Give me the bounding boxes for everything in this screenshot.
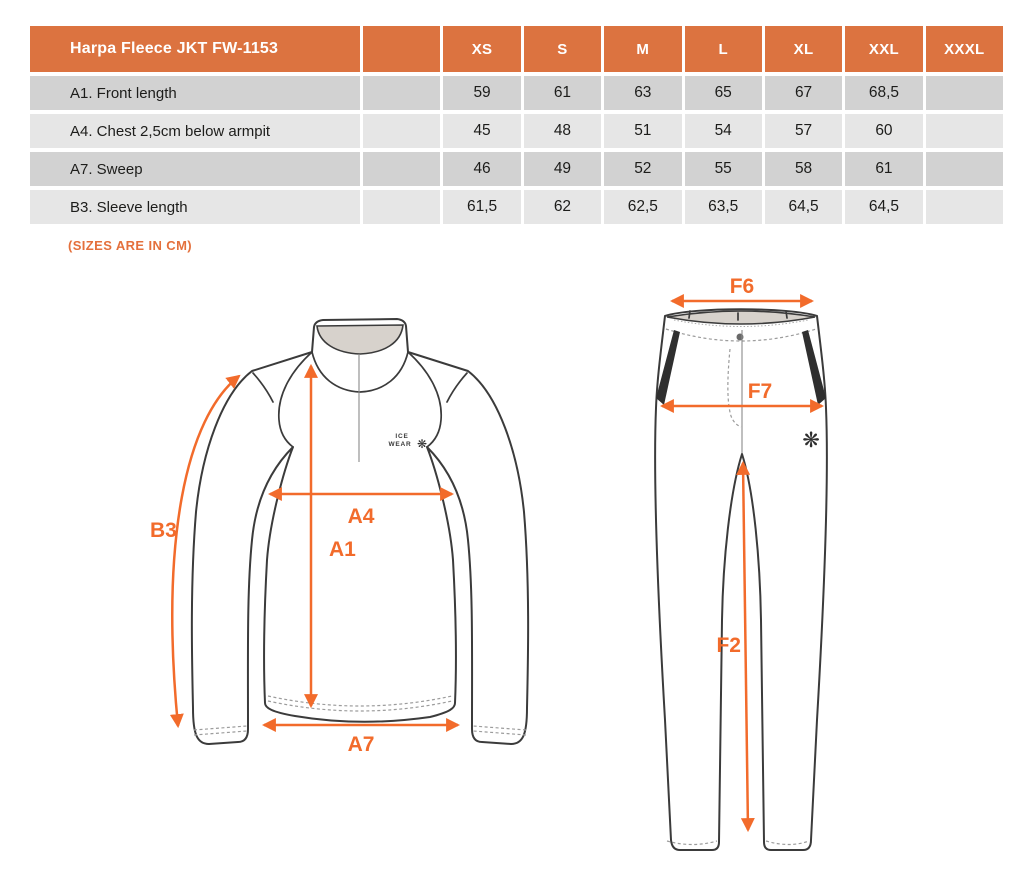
snowflake-icon: ❋ (802, 429, 820, 452)
pants-diagram (655, 275, 827, 850)
f2-inseam-measure-arrow (743, 463, 748, 830)
size-value-cell: 68,5 (845, 76, 922, 110)
jacket-outline (192, 319, 528, 744)
a4-measure-label: A4 (347, 505, 375, 528)
size-value-cell: 57 (765, 114, 842, 148)
size-value-cell: 67 (765, 76, 842, 110)
size-value-cell: 61 (524, 76, 601, 110)
size-value-cell: 59 (443, 76, 520, 110)
size-value-cell: 65 (685, 76, 762, 110)
size-value-cell: 60 (845, 114, 922, 148)
size-value-cell: 63,5 (685, 190, 762, 224)
measurement-label-cell: A4. Chest 2,5cm below armpit (30, 114, 360, 148)
size-column-header-l: L (685, 26, 762, 72)
size-value-cell: 63 (604, 76, 681, 110)
size-column-header-m: M (604, 26, 681, 72)
size-column-header-xxxl: XXXL (926, 26, 1003, 72)
size-value-cell: 62 (524, 190, 601, 224)
f6-measure-label: F6 (729, 275, 755, 298)
size-column-header-xl: XL (765, 26, 842, 72)
measurement-label-cell: B3. Sleeve length (30, 190, 360, 224)
size-value-cell: 62,5 (604, 190, 681, 224)
measurement-label-cell: A7. Sweep (30, 152, 360, 186)
logo-text-ice: ICE (395, 433, 409, 440)
size-value-cell: 49 (524, 152, 601, 186)
f7-measure-label: F7 (747, 380, 773, 403)
size-value-cell: 58 (765, 152, 842, 186)
size-value-cell: 51 (604, 114, 681, 148)
size-value-cell: 48 (524, 114, 601, 148)
measurement-label-cell: A1. Front length (30, 76, 360, 110)
size-column-header-s: S (524, 26, 601, 72)
product-title-cell: Harpa Fleece JKT FW-1153 (30, 26, 360, 72)
size-value-cell: 55 (685, 152, 762, 186)
units-note: (SIZES ARE IN CM) (68, 238, 193, 253)
size-value-cell: 64,5 (765, 190, 842, 224)
size-value-cell: 61 (845, 152, 922, 186)
snowflake-icon: ❋ (416, 437, 428, 451)
jacket-diagram (150, 319, 528, 756)
size-value-cell: 64,5 (845, 190, 922, 224)
a7-measure-label: A7 (347, 733, 375, 756)
size-value-cell: 46 (443, 152, 520, 186)
pants-outline (655, 309, 827, 850)
f2-measure-label: F2 (716, 634, 741, 657)
size-value-cell: 45 (443, 114, 520, 148)
size-column-header-xs: XS (443, 26, 520, 72)
size-value-cell: 52 (604, 152, 681, 186)
size-value-cell: 61,5 (443, 190, 520, 224)
a1-measure-label: A1 (329, 538, 356, 561)
size-column-header-xxl: XXL (845, 26, 922, 72)
b3-measure-label: B3 (150, 519, 177, 542)
size-value-cell: 54 (685, 114, 762, 148)
logo-text-wear: WEAR (388, 441, 412, 448)
